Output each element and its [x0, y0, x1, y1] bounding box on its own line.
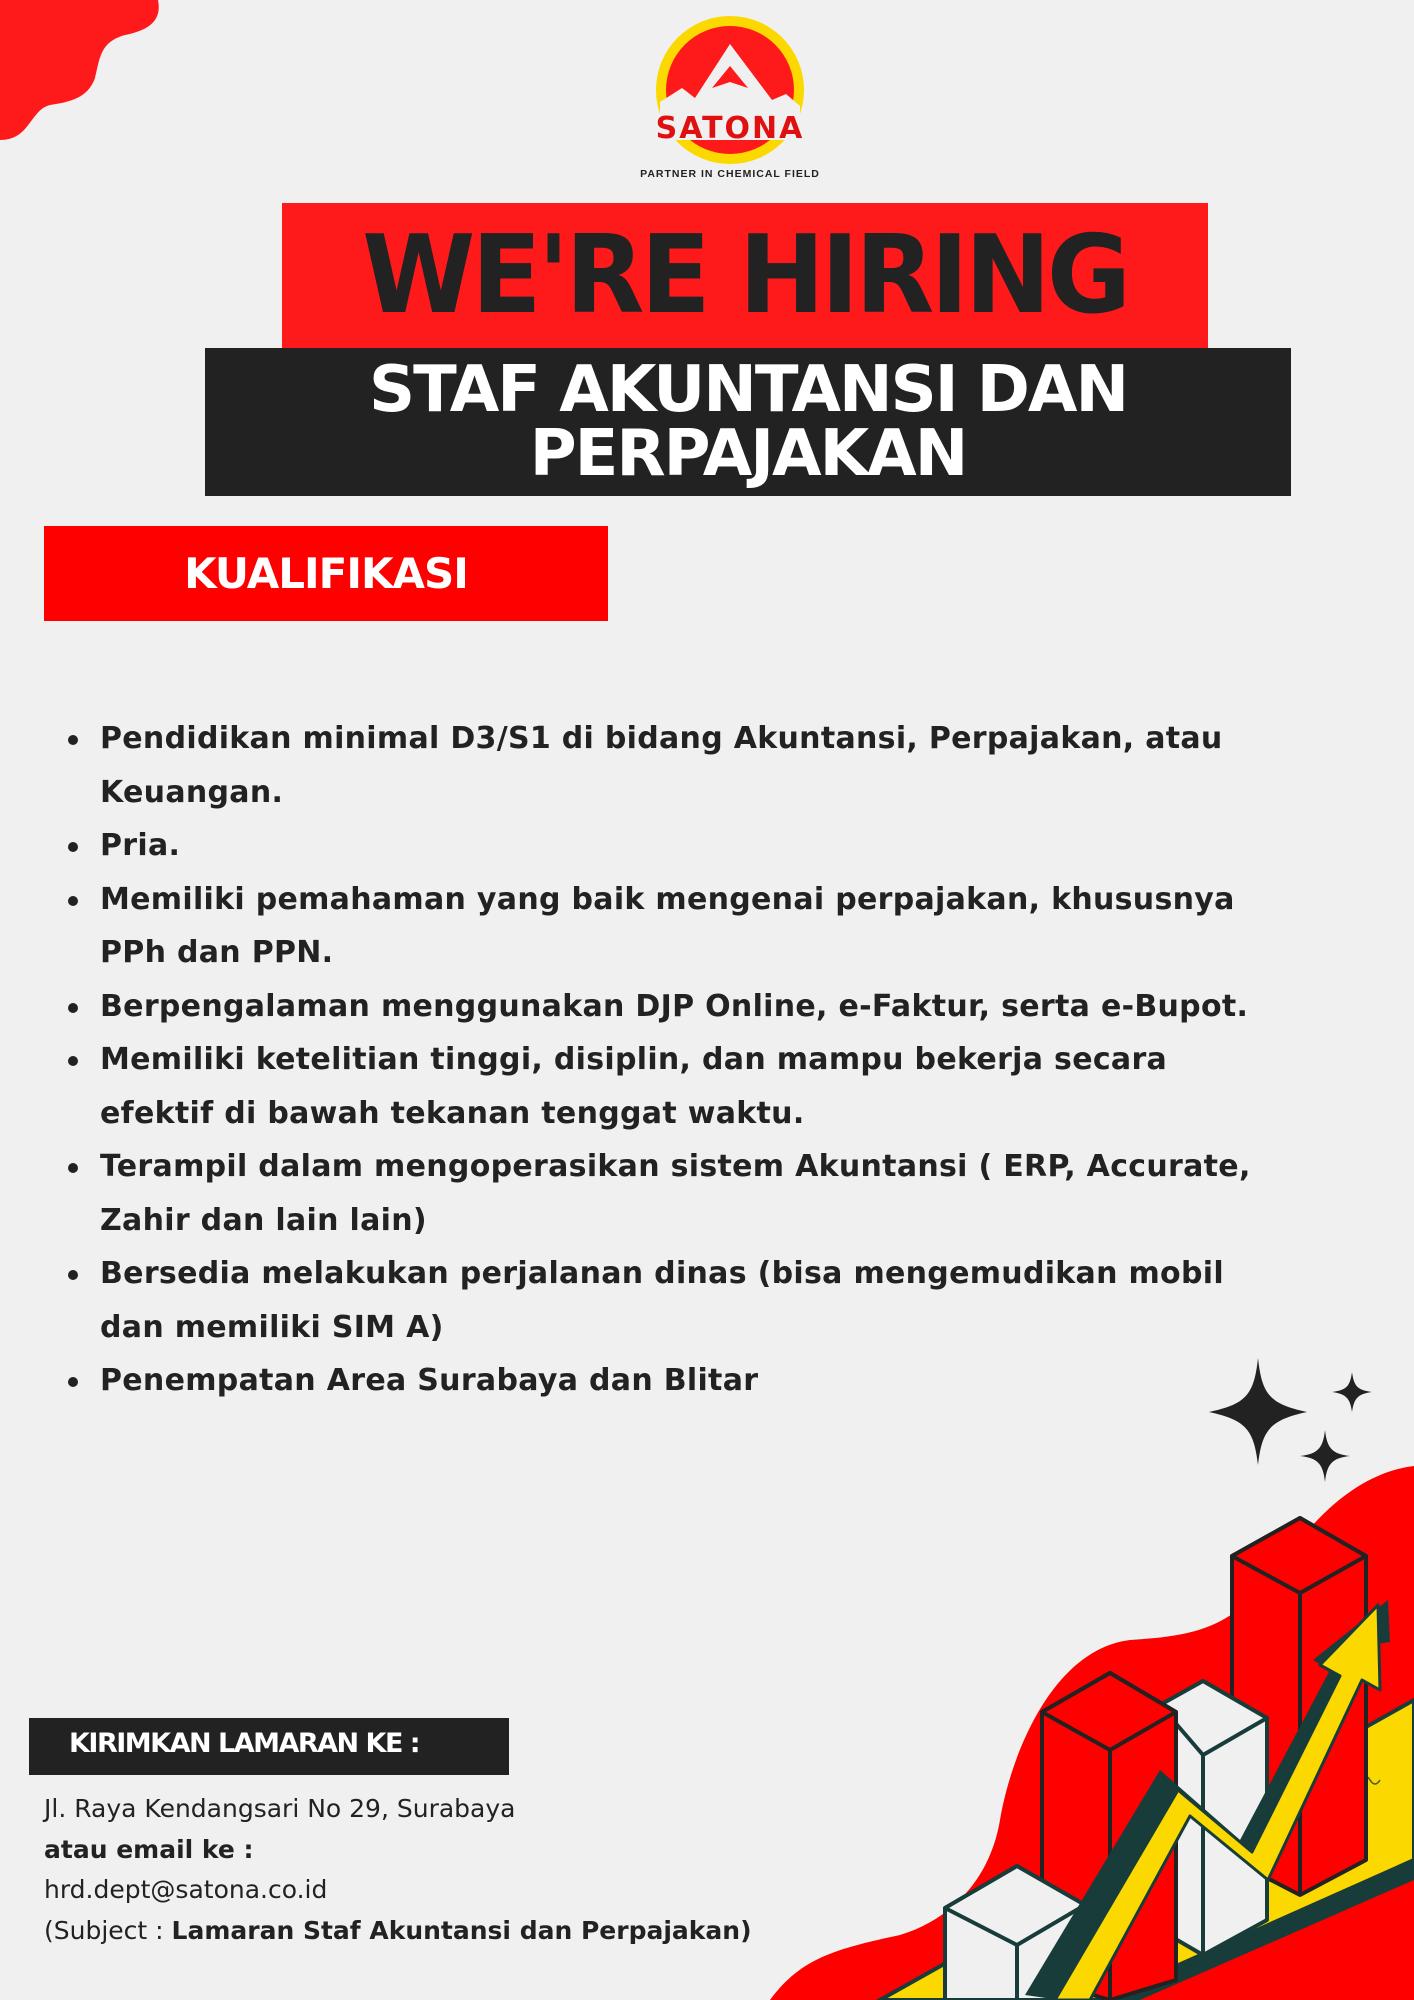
apply-email-link[interactable]: hrd.dept@satona.co.id: [44, 1875, 328, 1904]
position-title-line-2: PERPAJAKAN: [529, 417, 967, 491]
list-item: Penempatan Area Surabaya dan Blitar: [60, 1354, 1360, 1408]
apply-address: Jl. Raya Kendangsari No 29, Surabaya: [44, 1794, 516, 1823]
list-item: Bersedia melakukan perjalanan dinas (bisa mengemudikan mobil dan memiliki SIM A): [60, 1247, 1360, 1354]
bullet-icon: [68, 735, 78, 745]
satona-mountain-logo-icon: [640, 10, 820, 170]
corner-wave-decoration: [0, 0, 170, 150]
list-item: Memiliki pemahaman yang baik mengenai perpajakan, khususnya PPh dan PPN.: [60, 873, 1360, 980]
satona-logo: [640, 10, 820, 185]
bullet-icon: [68, 1163, 78, 1173]
list-item: Terampil dalam mengoperasikan sistem Akuntansi ( ERP, Accurate, Zahir dan lain lain): [60, 1140, 1360, 1247]
bullet-icon: [68, 1003, 78, 1013]
list-item: Pendidikan minimal D3/S1 di bidang Akuntansi, Perpajakan, atau Keuangan.: [60, 712, 1360, 819]
logo-wordmark: SATONA: [655, 111, 805, 146]
sparkle-stars-icon: [1209, 1358, 1372, 1482]
hiring-banner: [282, 203, 1208, 349]
position-title-line-1: STAF AKUNTANSI DAN: [368, 353, 1128, 427]
qualifications-heading: KUALIFIKASI: [184, 549, 468, 598]
qualifications-heading-banner: [44, 526, 608, 621]
list-item: Memiliki ketelitian tinggi, disiplin, dan mampu bekerja secara efektif di bawah tekanan tenggat waktu.: [60, 1033, 1360, 1140]
apply-subject: (Subject : Lamaran Staf Akuntansi dan Perpajakan): [44, 1915, 752, 1945]
position-title-banner: [205, 348, 1291, 496]
bullet-icon: [68, 842, 78, 852]
logo-tagline: PARTNER IN CHEMICAL FIELD: [640, 168, 820, 180]
apply-email-label: atau email ke :: [44, 1834, 254, 1864]
growth-chart-illustration: [740, 1340, 1414, 2000]
apply-heading-banner: [29, 1718, 509, 1775]
hiring-headline: WE'RE HIRING: [362, 213, 1128, 338]
apply-heading: KIRIMKAN LAMARAN KE :: [69, 1728, 420, 1759]
bullet-icon: [68, 1270, 78, 1280]
list-item: Pria.: [60, 819, 1360, 873]
apply-contact-block: [44, 1789, 752, 1951]
qualifications-list: [60, 712, 1360, 1408]
bullet-icon: [68, 1377, 78, 1387]
list-item: Berpengalaman menggunakan DJP Online, e-Faktur, serta e-Bupot.: [60, 980, 1360, 1034]
bullet-icon: [68, 896, 78, 906]
bullet-icon: [68, 1056, 78, 1066]
